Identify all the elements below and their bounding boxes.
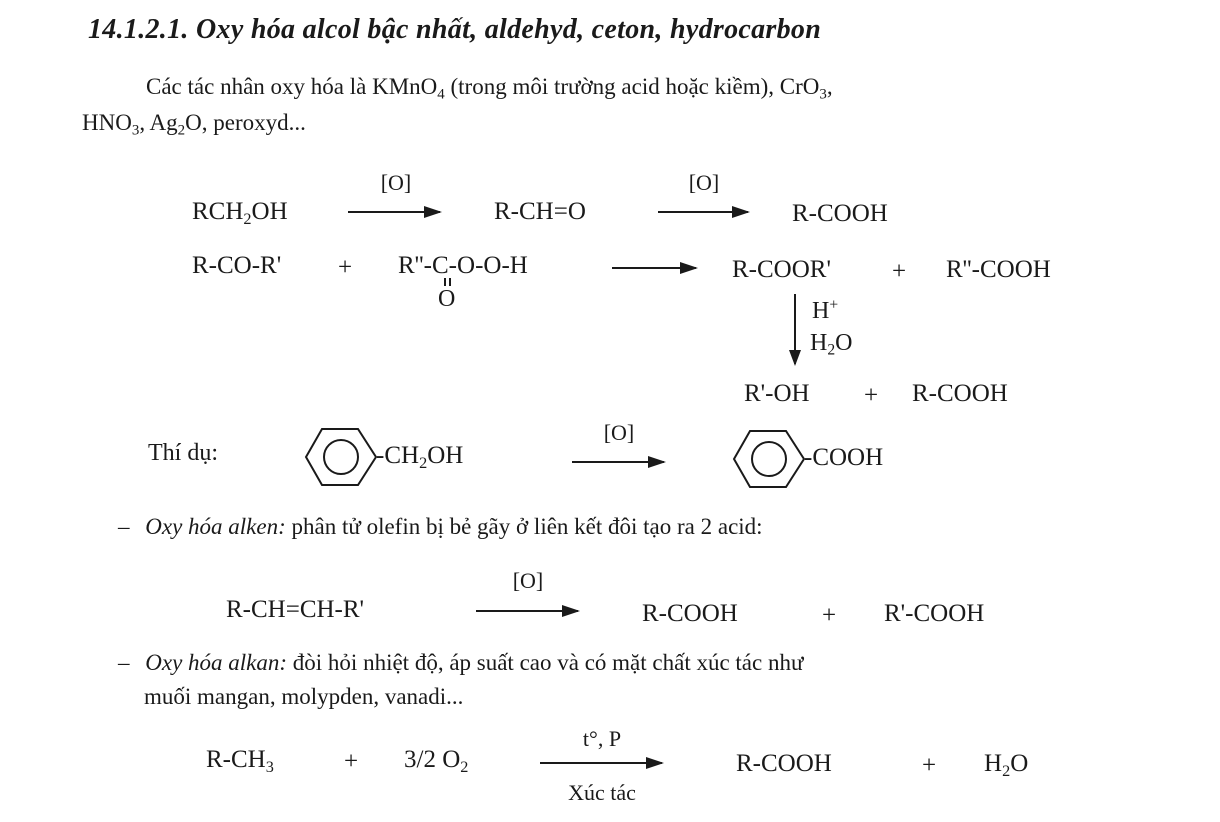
rxn1-intermediate: R-CH=O — [494, 198, 586, 225]
hydrolysis-plus: + — [864, 382, 879, 409]
section-heading: 14.1.2.1. Oxy hóa alcol bậc nhất, aldehyd, ceton, hydrocarbon — [88, 14, 822, 45]
rxn2-arrow — [612, 267, 696, 269]
rxn2-product2: R''-COOH — [946, 256, 1051, 283]
hydrolysis-cond-1: H+ — [812, 296, 839, 324]
alkene-plus: + — [822, 602, 837, 629]
alkene-product2: R'-COOH — [884, 600, 985, 627]
example-product-substituent: -COOH — [804, 444, 884, 471]
alkene-arrow — [476, 610, 578, 612]
alkene-bullet: – Oxy hóa alken: phân tử olefin bị bẻ gãy ở liên kết đôi tạo ra 2 acid: — [118, 514, 763, 539]
alkene-arrow-label: [O] — [512, 568, 544, 593]
rxn1-arrow2 — [658, 211, 748, 213]
alkene-product1: R-COOH — [642, 600, 738, 627]
alkane-bullet: – Oxy hóa alkan: đòi hỏi nhiệt độ, áp suất cao và có mặt chất xúc tác như — [118, 650, 804, 675]
example-label: Thí dụ: — [148, 440, 218, 466]
rxn2-reactant: R-CO-R' — [192, 252, 282, 279]
alkane-text-line-2: muối mangan, molypden, vanadi... — [144, 684, 464, 709]
alkane-reactant: $R-CH_3$ — [206, 746, 274, 776]
hydrolysis-cond-2: $H_2O$ — [810, 330, 853, 359]
rxn2-plus2: + — [892, 258, 907, 285]
rxn1-reactant: $RCH_2OH$ — [192, 198, 288, 228]
rxn1-arrow2-label: [O] — [688, 170, 720, 195]
alkane-condition-bottom: Xúc tác — [568, 780, 636, 805]
alkane-plus1: + — [344, 748, 359, 775]
alkane-condition-top: t°, P — [582, 726, 622, 751]
rxn2-plus1: + — [338, 254, 353, 281]
rxn1-product: R-COOH — [792, 200, 888, 227]
alkane-product1: R-COOH — [736, 750, 832, 777]
alkene-reactant: R-CH=CH-R' — [226, 596, 365, 623]
benzene-ring-icon — [732, 428, 806, 490]
alkane-plus2: + — [922, 752, 937, 779]
carbonyl-double-bond — [444, 278, 451, 286]
example-arrow-label: [O] — [603, 420, 635, 445]
hydrolysis-arrow — [794, 294, 796, 364]
rxn2-peracid-oxygen: O — [438, 286, 456, 312]
hydrolysis-product2: R-COOH — [912, 380, 1008, 407]
example-reactant-substituent: $-CH_2OH$ — [376, 442, 464, 472]
rxn1-arrow1-label: [O] — [380, 170, 412, 195]
rxn2-peracid: R''-C-O-O-H — [398, 252, 528, 279]
alkane-product2: $H_2O$ — [984, 750, 1029, 780]
rxn1-arrow1 — [348, 211, 440, 213]
benzene-ring-icon — [304, 426, 378, 488]
intro-line-2: $HNO_3$, $Ag_2O$, peroxyd... — [82, 110, 306, 139]
intro-line-1: Các tác nhân oxy hóa là KMnO$_4$ (trong môi trường acid hoặc kiềm), CrO$_3$, — [146, 74, 833, 103]
hydrolysis-product1: R'-OH — [744, 380, 810, 407]
rxn2-product1: R-COOR' — [732, 256, 831, 283]
example-arrow — [572, 461, 664, 463]
alkane-arrow — [540, 762, 662, 764]
alkane-oxygen: 3/2 $O_2$ — [404, 746, 469, 776]
